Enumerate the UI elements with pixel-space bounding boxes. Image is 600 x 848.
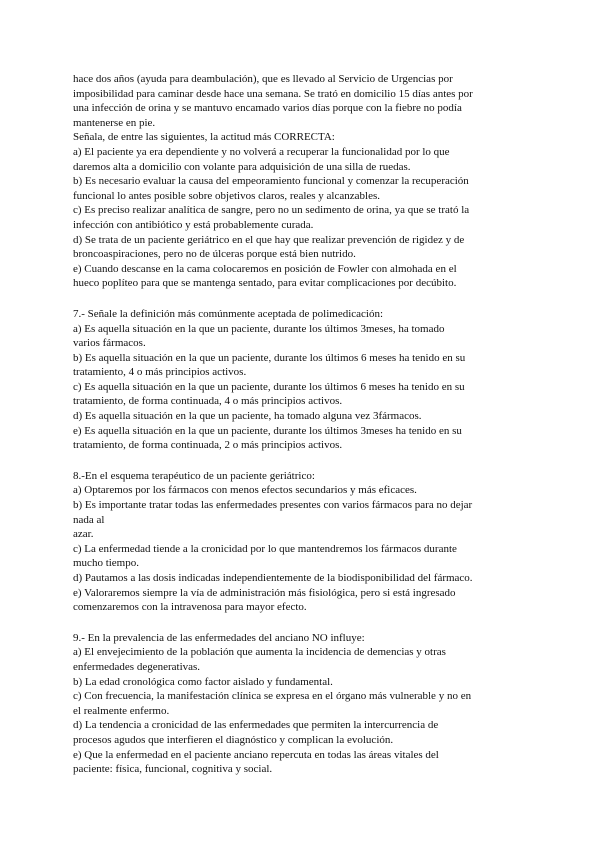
question-6-continuation xyxy=(73,72,521,291)
question-9 xyxy=(73,631,521,777)
option-d: d) Es aquella situación en la que un paciente, ha tomado alguna vez 3fármacos. xyxy=(73,410,422,423)
option-c: c) Es preciso realizar analítica de sangre, pero no un sedimento de orina, ya que se trató la xyxy=(73,204,470,217)
text-line: tratamiento, 4 o más principios activos. xyxy=(73,366,247,379)
text-line: paciente: física, funcional, cognitiva y social. xyxy=(73,763,273,776)
text-line: comenzaremos con la intravenosa para mayor efecto. xyxy=(73,601,307,614)
option-c: c) Con frecuencia, la manifestación clínica se expresa en el órgano más vulnerable y no en xyxy=(73,690,472,703)
option-b: b) Es aquella situación en la que un paciente, durante los últimos 6 meses ha tenido en su xyxy=(73,351,466,364)
option-c: c) Es aquella situación en la que un paciente, durante los últimos 6 meses ha tenido en su xyxy=(73,380,465,393)
option-a: a) El envejecimiento de la población que aumenta la incidencia de demencias y otras xyxy=(73,646,446,659)
text-line: nada al xyxy=(73,513,105,526)
section-gap xyxy=(73,453,521,469)
section-gap xyxy=(73,615,521,631)
option-e: e) Valoraremos siempre la vía de administración más fisiológica, pero si está ingresado xyxy=(73,586,456,599)
text-line: enfermedades degenerativas. xyxy=(73,660,201,673)
option-a: a) El paciente ya era dependiente y no volverá a recuperar la funcionalidad por lo que xyxy=(73,145,450,158)
option-d: d) Pautamos a las dosis indicadas independientemente de la biodisponibilidad del fármaco. xyxy=(73,572,473,584)
option-e: e) Que la enfermedad en el paciente anciano repercuta en todas las áreas vitales del xyxy=(73,748,439,761)
text-line: hueco poplíteo para que se mantenga sentado, para evitar complicaciones por decúbito. xyxy=(73,277,457,290)
option-a: a) Es aquella situación en la que un paciente, durante los últimos 3meses, ha tomado xyxy=(73,322,445,335)
question-prompt: Señala, de entre las siguientes, la actitud más CORRECTA: xyxy=(73,131,335,144)
option-e: e) Cuando descanse en la cama colocaremos en posición de Fowler con almohada en el xyxy=(73,262,457,275)
text-line: broncoaspiraciones, pero no de úlceras porque está bien nutrido. xyxy=(73,248,356,261)
text-line: el realmente enfermo. xyxy=(73,704,170,717)
text-line: una infección de orina y se mantuvo encamado varios días porque con la fiebre no podía xyxy=(73,102,462,115)
option-c: c) La enfermedad tiende a la cronicidad por lo que mantendremos los fármacos durante xyxy=(73,542,457,555)
text-line: tratamiento, de forma continuada, 2 o más principios activos. xyxy=(73,439,343,452)
text-line: varios fármacos. xyxy=(73,337,146,350)
text-line: funcional lo antes posible sobre objetivos claros, reales y alcanzables. xyxy=(73,189,380,202)
question-7 xyxy=(73,307,521,453)
question-prompt: 7.- Señale la definición más comúnmente aceptada de polimedicación: xyxy=(73,307,384,320)
text-line: procesos agudos que interfieren el diagnóstico y complican la evolución. xyxy=(73,733,394,746)
question-prompt: 8.-En el esquema terapéutico de un paciente geriátrico: xyxy=(73,469,315,482)
option-d: d) Se trata de un paciente geriátrico en el que hay que realizar prevención de rigidez y de xyxy=(73,233,465,246)
option-b: b) La edad cronológica como factor aislado y fundamental. xyxy=(73,675,333,688)
text-line: infección con antibiótico y está probablemente curada. xyxy=(73,218,314,231)
text-line: imposibilidad para caminar desde hace una semana. Se trató en domicilio 15 días antes por xyxy=(73,87,473,100)
section-gap xyxy=(73,291,521,307)
text-line: mantenerse en pie. xyxy=(73,116,156,129)
option-d: d) La tendencia a cronicidad de las enfermedades que permiten la intercurrencia de xyxy=(73,719,439,732)
text-line: tratamiento, de forma continuada, 4 o más principios activos. xyxy=(73,395,343,408)
question-8 xyxy=(73,469,521,615)
text-line: azar. xyxy=(73,528,94,541)
option-b: b) Es importante tratar todas las enfermedades presentes con varios fármacos para no dejar xyxy=(73,499,473,512)
text-line: mucho tiempo. xyxy=(73,557,139,570)
question-prompt: 9.- En la prevalencia de las enfermedades del anciano NO influye: xyxy=(73,631,365,644)
text-line: hace dos años (ayuda para deambulación), que es llevado al Servicio de Urgencias por xyxy=(73,73,453,85)
option-b: b) Es necesario evaluar la causa del empeoramiento funcional y comenzar la recuperación xyxy=(73,175,469,188)
option-a: a) Optaremos por los fármacos con menos efectos secundarios y más eficaces. xyxy=(73,484,417,497)
document-page xyxy=(73,72,521,777)
option-e: e) Es aquella situación en la que un paciente, durante los últimos 3meses ha tenido en su xyxy=(73,424,462,437)
text-line: daremos alta a domicilio con volante para adquisición de una silla de ruedas. xyxy=(73,160,411,173)
